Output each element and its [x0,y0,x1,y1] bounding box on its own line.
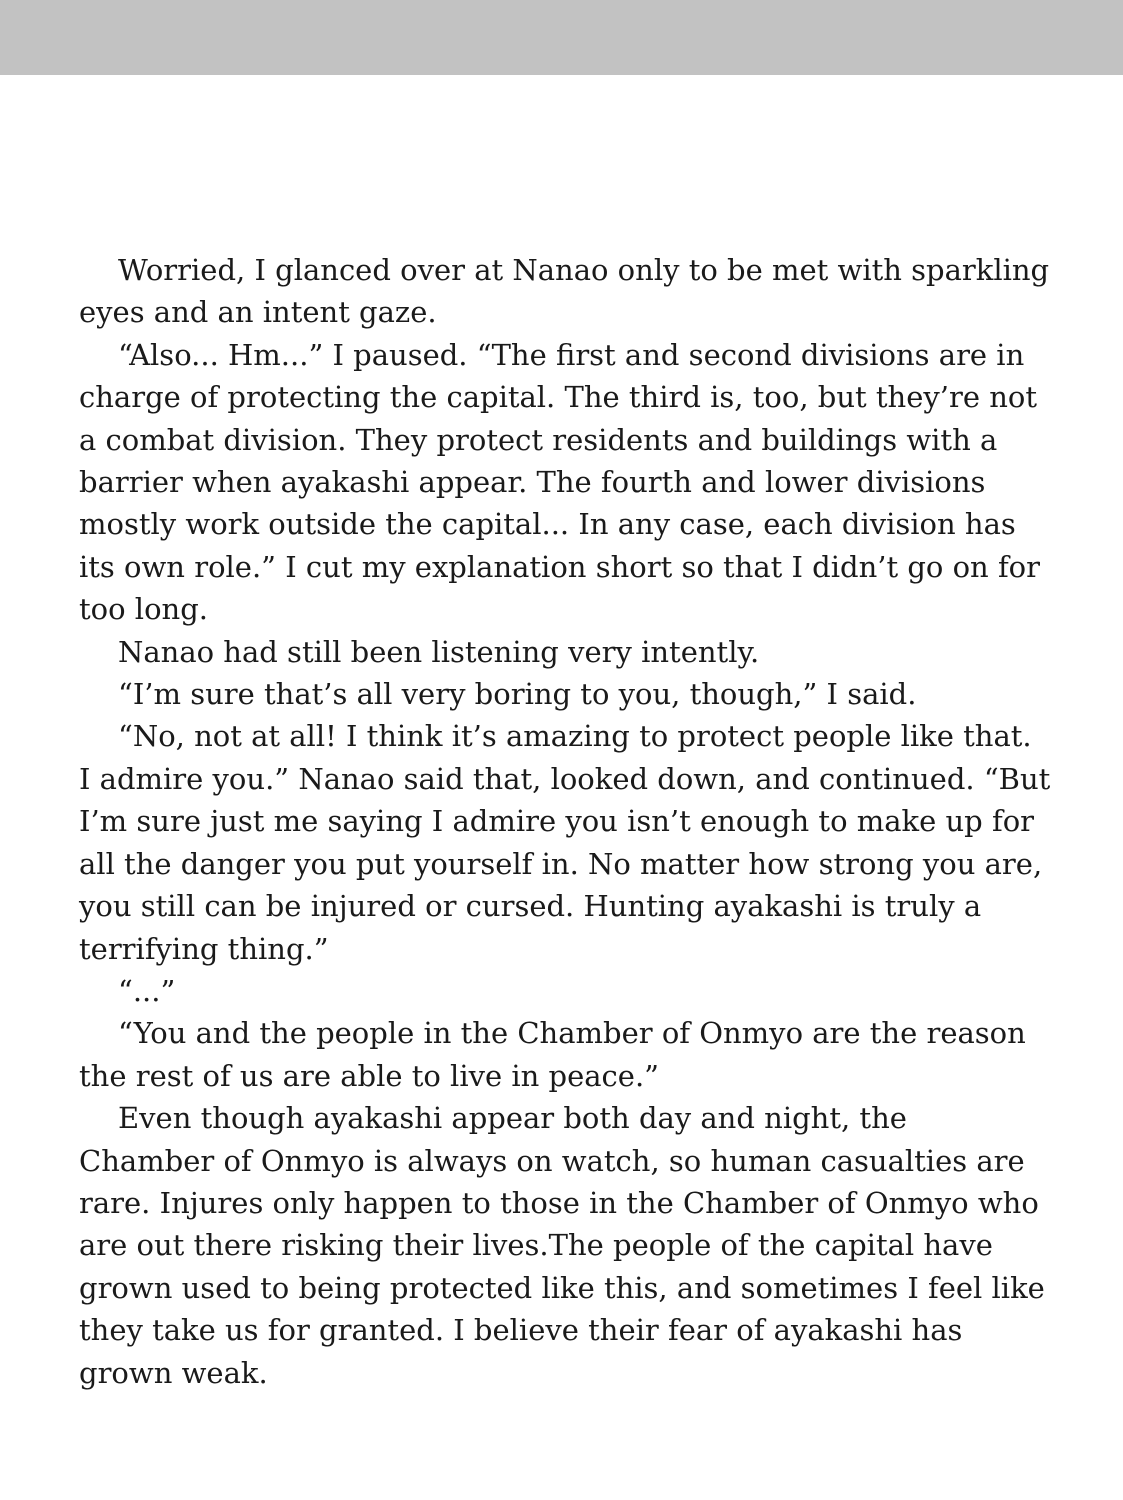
paragraph: Nanao had still been listening very intently. [118,634,760,669]
paragraph: “I’m sure that’s all very boring to you, though,” I said. [118,677,917,712]
paragraph: “No, not at all! I think it’s amazing to protect people like that. I admire you.” Nanao said that, looked down, and continued. “But I’m sure just me saying I admire you isn’t enough to make up for all the danger you put yourself in. No matter how strong you are, you still can be injured or cursed. Hunting ayakashi is truly a terrifying thing.” [79,719,1051,966]
paragraph: “...” [118,973,176,1008]
top-bar [0,0,1123,75]
page-text [79,249,1051,1394]
paragraph: Worried, I glanced over at Nanao only to be met with sparkling eyes and an intent gaze. [79,253,1050,330]
paragraph: Even though ayakashi appear both day and night, the Chamber of Onmyo is always on watch, so human casualties are rare. Injures only happen to those in the Chamber of Onmyo who are out there risking their lives.The people of the capital have grown used to being protected like this, and sometimes I feel like they take us for granted. I believe their fear of ayakashi has grown weak. [79,1101,1045,1390]
paragraph: “You and the people in the Chamber of Onmyo are the reason the rest of us are able to live in peace.” [79,1016,1026,1093]
paragraph: “Also... Hm...” I paused. “The first and second divisions are in charge of protecting the capital. The third is, too, but they’re not a combat division. They protect residents and buildings with a barrier when ayakashi appear. The fourth and lower divisions mostly work outside the capital... In any case, each division has its own role.” I cut my explanation short so that I didn’t go on for too long. [79,337,1040,627]
